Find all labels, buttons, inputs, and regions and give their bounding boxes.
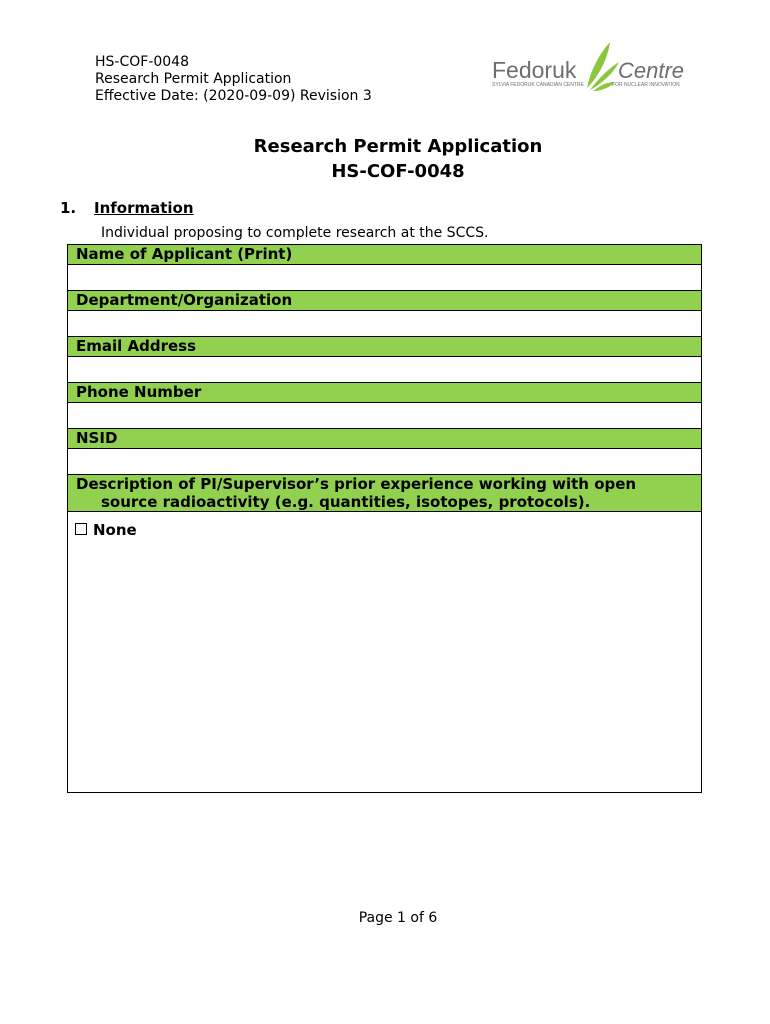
doc-code: HS-COF-0048 [95, 54, 189, 70]
none-label: None [93, 521, 137, 539]
logo-tag-right: FOR NUCLEAR INNOVATION [612, 82, 680, 88]
page-number: Page 1 of 6 [358, 910, 438, 926]
department-field[interactable] [68, 311, 701, 337]
description-line-1: Description of PI/Supervisor’s prior experience working with open [76, 475, 637, 493]
description-label [68, 475, 701, 512]
logo-tag-left: SYLVIA FEDORUK CANADIAN CENTRE [492, 82, 584, 88]
fedoruk-centre-logo [489, 38, 689, 94]
page-subtitle: HS-COF-0048 [331, 161, 465, 182]
email-field[interactable] [68, 357, 701, 383]
logo-name-right: Centre [618, 58, 685, 83]
doc-name: Research Permit Application [95, 71, 292, 87]
phone-field[interactable] [68, 403, 701, 429]
document-header [95, 54, 372, 105]
section-number: 1. [60, 199, 77, 217]
information-form [67, 244, 702, 793]
email-label: Email Address [68, 337, 701, 357]
section-intro: Individual proposing to complete research at the SCCS. [101, 225, 489, 241]
description-field[interactable] [68, 512, 701, 792]
section-heading [60, 199, 194, 217]
nsid-field[interactable] [68, 449, 701, 475]
nsid-label: NSID [68, 429, 701, 449]
department-label: Department/Organization [68, 291, 701, 311]
checkbox-icon[interactable] [75, 523, 87, 535]
applicant-name-label: Name of Applicant (Print) [68, 245, 701, 265]
page-title: Research Permit Application [253, 136, 543, 157]
applicant-name-field[interactable] [68, 265, 701, 291]
logo-name-left: Fedoruk [492, 57, 577, 83]
section-label: Information [94, 199, 194, 217]
effective-date: Effective Date: (2020-09-09) Revision 3 [95, 88, 372, 104]
none-option[interactable] [75, 521, 137, 539]
phone-label: Phone Number [68, 383, 701, 403]
description-line-2: source radioactivity (e.g. quantities, isotopes, protocols). [101, 493, 591, 511]
